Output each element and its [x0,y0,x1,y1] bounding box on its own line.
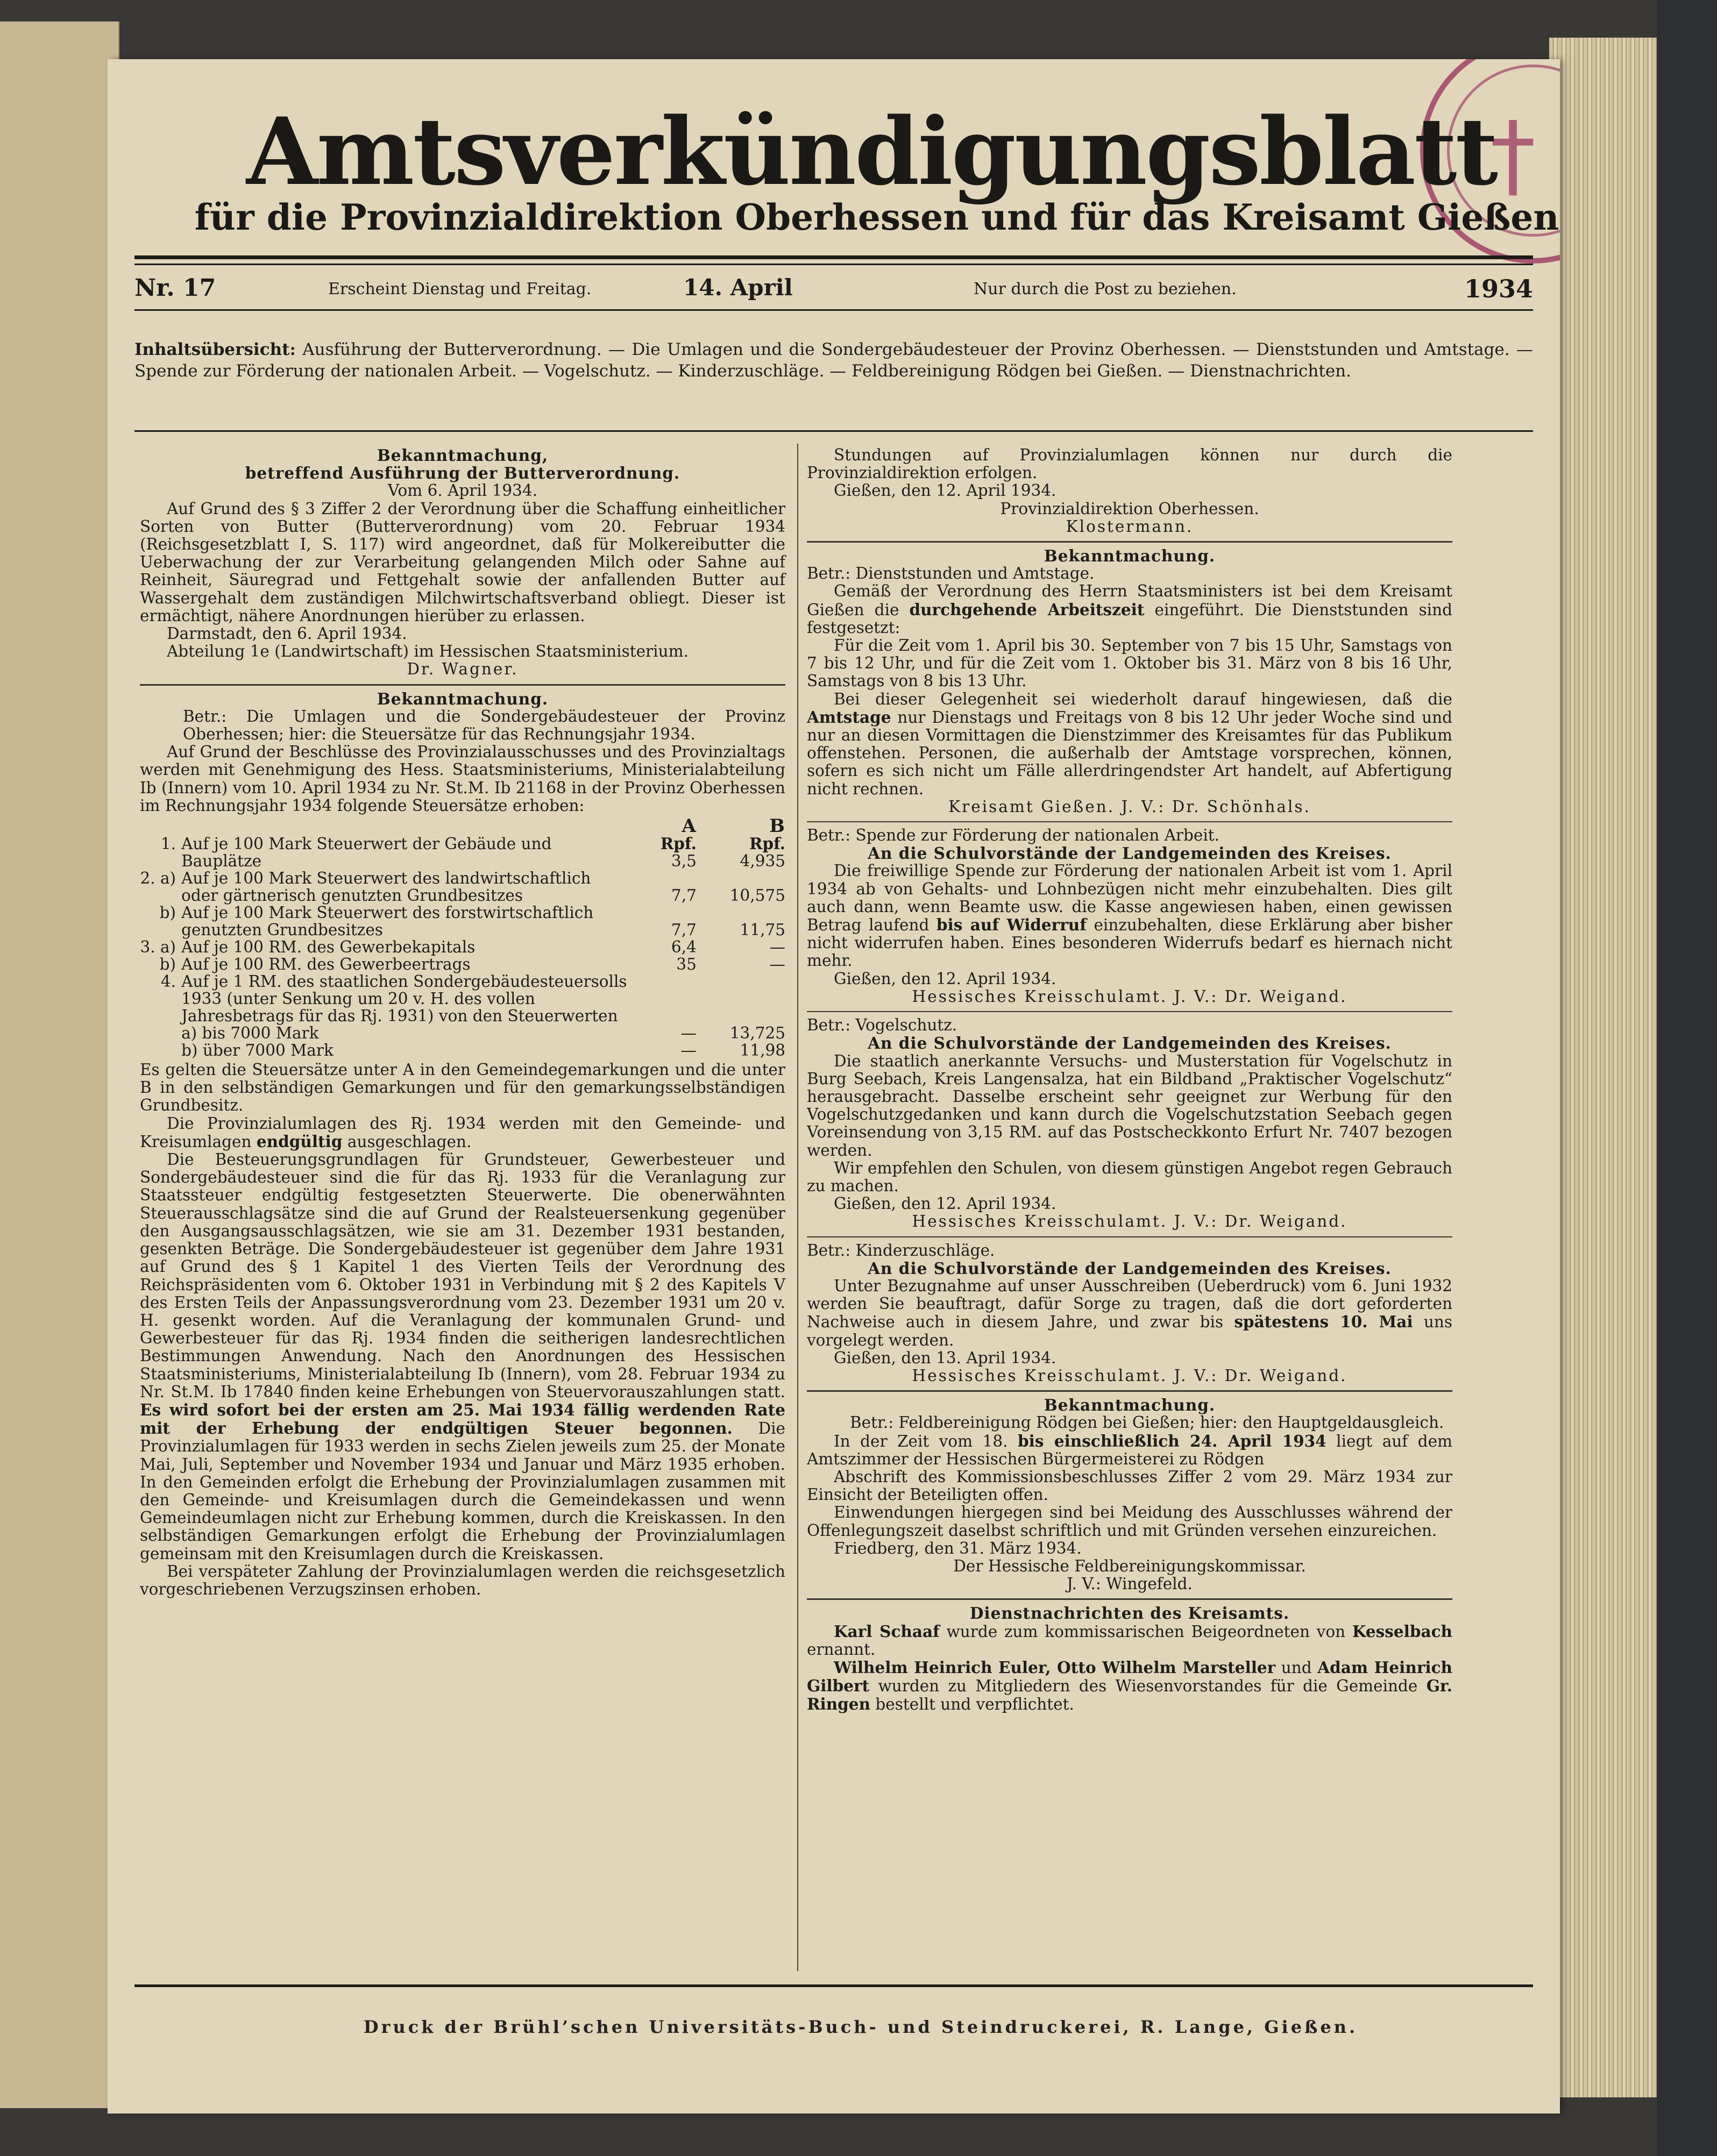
article-butterverordnung [140,446,785,679]
article-kinderzuschlaege [807,1242,1452,1385]
article-addressee: An die Schulvorstände der Landgemeinden des Kreises. [868,1258,1392,1278]
masthead-title: Amtsverkündigungsblatt [246,97,1497,206]
article-separator [807,541,1452,543]
tax-row: 1. Auf je 100 Mark Steuerwert der Gebäude und Bauplätze Rpf. 3,5 Rpf. 4,935 [160,834,785,871]
article-heading: Bekanntmachung. [1044,1396,1216,1415]
article-heading: Bekanntmachung, [377,446,549,465]
article-place: Gießen, den 12. April 1934. [834,481,1056,500]
masthead-rule-top-thin [134,264,1533,265]
article-betreff: Betr.: Dienststunden und Amtstage. [807,564,1095,583]
article-umlagen [140,690,785,1599]
article-paragraph: Die Besteuerungsgrundlagen für Grundsteuer, Gewerbesteuer und Sondergebäudesteuer sind die für das Rj. 1933 für die Veranlagung zur Staatssteuer endgültig festgesetzten Steuerwerte. Die obenerwähnten Steuerausschlagsätze sind die auf Grund der Realsteuersenkung gegenüber den Ausgangsausschlagsätzen, wie sie am 31. Dezember 1931 bestanden, gesenkten Beträge. Die Sondergebäudesteuer ist gegenüber dem Jahre 1931 auf Grund des § 1 Kapitel 1 des Vierten Teils der Verordnung des Reichspräsidenten vom 6. Oktober 1931 in Verbindung mit § 2 des Kapitels V des Ersten Teils der Anpassungsverordnung vom 23. Dezember 1931 um 20 v. H. gesenkt worden. Auf die Veranlagung der kommunalen Grund- und Gewerbesteuer für das Rj. 1934 finden die seitherigen landesrechtlichen Bestimmungen Anwendung. Nach den Anordnungen des Hessischen Staatsministeriums, Ministerialabteilung Ib (Innern), vom 28. Februar 1934 zu Nr. St.M. Ib 17840 finden keine Erhebungen von Steuervorauszahlungen statt. Es wird sofort bei der ersten am 25. Mai 1934 fällig werdenden Rate mit der Erhebung der endgültigen Steuer begonnen. Die Provinzialumlagen für 1933 werden in sechs Zielen jeweils zum 25. der Monate Mai, Juli, September und November 1934 und Januar und März 1935 erhoben. In den Gemeinden erfolgt die Erhebung der Provinzialumlagen zusammen mit den Gemeinde- und Kreisumlagen durch die Gemeindekassen und wenn Gemeindeumlagen nicht zur Erhebung kommen, durch die Kreiskassen. In den selbständigen Gemarkungen erfolgt die Erhebung der Provinzialumlagen gemeinsam mit den Kreisumlagen durch die Kreiskassen. [140,1150,785,1563]
article-authority: Provinzialdirektion Oberhessen. [1000,499,1259,518]
article-separator [807,1598,1452,1600]
footer-rule [134,1984,1533,1987]
article-paragraph: Karl Schaaf wurde zum kommissarischen Beigeordneten von Kesselbach ernannt. [807,1621,1452,1659]
column-b-header: B [769,815,785,837]
article-paragraph: Abschrift des Kommissionsbeschlusses Ziffer 2 vom 29. März 1934 zur Einsicht der Beteiligten offen. [807,1467,1452,1504]
article-paragraph: Wilhelm Heinrich Euler, Otto Wilhelm Marsteller und Adam Heinrich Gilbert wurden zu Mitgliedern des Wiesenvorstandes für die Gemeinde Gr. Ringen bestellt und verpflichtet. [807,1658,1452,1714]
article-paragraph: In der Zeit vom 18. bis einschließlich 24. April 1934 liegt auf dem Amtszimmer der Hessischen Bürgermeisterei zu Rödgen [807,1431,1452,1468]
issue-number: Nr. 17 [134,274,216,302]
article-signature: Kreisamt Gießen. J. V.: Dr. Schönhals. [948,797,1311,816]
article-paragraph: Bei dieser Gelegenheit sei wiederholt darauf hingewiesen, daß die Amtstage nur Dienstags und Freitags von 8 bis 12 Uhr jeder Woche sind und nur an diesen Vormittagen die Dienstzimmer des Kreisamtes für das Publikum offenstehen. Personen, die außerhalb der Amtstage vorsprechen, können, sofern es sich nicht um Fälle allerdringendster Art handelt, auf Abfertigung nicht rechnen. [807,689,1452,798]
tax-row: b) Auf je 100 RM. des Gewerbeertrags 35 — [159,955,785,974]
article-paragraph: Bei verspäteter Zahlung der Provinzialumlagen werden die reichsgesetzlich vorgeschriebenen Verzugszinsen erhoben. [140,1562,785,1598]
article-separator [807,1236,1452,1237]
page-stack-edges [1549,38,1657,2097]
toc-label: Inhaltsübersicht: [134,340,296,359]
article-dienststunden [807,547,1452,816]
tax-row: 4. Auf je 1 RM. des staatlichen Sondergebäudesteuersolls 1933 (unter Senkung um 20 v. H. des vollen Jahresbetrags für das Rj. 1931) von den Steuerwerten [160,972,627,1026]
article-betreff: Betr.: Die Umlagen und die Sondergebäudesteuer der Provinz Oberhessen; hier: die Steuersätze für das Rechnungsjahr 1934. [183,707,785,744]
binding-spine [1657,0,1717,2156]
article-signature: Hessisches Kreisschulamt. J. V.: Dr. Weigand. [912,1366,1347,1385]
masthead-rule-top [134,255,1533,259]
article-place: Gießen, den 12. April 1934. [834,1194,1056,1213]
article-paragraph: Wir empfehlen den Schulen, von diesem günstigen Angebot regen Gebrauch zu machen. [807,1158,1452,1195]
issue-info-bar [134,274,1533,307]
article-dienstnachrichten [807,1604,1452,1713]
article-separator [807,821,1452,822]
article-signature: Klostermann. [1066,517,1194,536]
delivery-note: Nur durch die Post zu beziehen. [974,280,1237,298]
article-place: Gießen, den 12. April 1934. [834,969,1056,988]
tax-row: b) Auf je 100 Mark Steuerwert des forstwirtschaftlich genutzten Grundbesitzes 7,7 11,75 [159,903,785,940]
tax-row: 2. a) Auf je 100 Mark Steuerwert des landwirtschaftlich oder gärtnerisch genutzten Grundbesitzes 7,7 10,575 [140,869,785,905]
article-paragraph: Stundungen auf Provinzialumlagen können nur durch die Provinzialdirektion erfolgen. [807,446,1452,482]
article-signature: Hessisches Kreisschulamt. J. V.: Dr. Weigand. [912,1212,1347,1231]
article-separator [807,1390,1452,1392]
article-subheading: betreffend Ausführung der Butterverordnung. [245,464,680,483]
article-addressee: An die Schulvorstände der Landgemeinden des Kreises. [868,844,1392,863]
article-authority: Abteilung 1e (Landwirtschaft) im Hessischen Staatsministerium. [167,642,689,661]
article-feldbereinigung [807,1396,1452,1593]
article-separator [807,1011,1452,1012]
issue-date: 14. April [683,274,793,301]
right-column [807,446,1452,1714]
stamp-emblem-icon: † [1490,102,1536,209]
column-divider [797,444,798,1971]
tax-row: a) bis 7000 Mark — 13,725 [181,1024,785,1043]
article-paragraph: Die staatlich anerkannte Versuchs- und Musterstation für Vogelschutz in Burg Seebach, Kreis Langensalza, hat ein Bildband „Praktischer Vogelschutz“ herausgebracht. Dasselbe erscheint sehr geeignet zur Werbung für den Vogelschutzgedanken und kann durch die Vogelschutzstation Seebach gegen Voreinsendung von 3,15 RM. auf das Postscheckkonto Erfurt Nr. 7407 bezogen werden. [807,1051,1452,1159]
article-paragraph: Die freiwillige Spende zur Förderung der nationalen Arbeit ist vom 1. April 1934 ab von Gehalts- und Lohnbezügen nicht mehr einzubehalten. Dies gilt auch dann, wenn Beamte usw. die Kasse angewiesen haben, einen gewissen Betrag laufend bis auf Widerruf einzubehalten, diese Erklärung aber bisher nicht widerrufen haben. Eines besonderen Widerrufs bedarf es hiernach nicht mehr. [807,862,1452,970]
article-betreff: Betr.: Feldbereinigung Rödgen bei Gießen; hier: den Hauptgeldausgleich. [850,1413,1444,1432]
article-heading: Bekanntmachung. [377,689,549,708]
printer-imprint: Druck der Brühl’schen Universitäts-Buch- und Steindruckerei, R. Lange, Gießen. [363,2017,1358,2037]
article-paragraph: Es gelten die Steuersätze unter A in den Gemeindegemarkungen und die unter B in den selbständigen Gemarkungen und für den gemarkungsselbständigen Grundbesitz. [140,1061,785,1115]
article-spende [807,827,1452,1006]
masthead-subtitle: für die Provinzialdirektion Oberhessen und für das Kreisamt Gießen [194,196,1559,238]
tax-row: b) über 7000 Mark — 11,98 [181,1041,785,1060]
article-betreff: Betr.: Kinderzuschläge. [807,1241,995,1260]
article-heading: Bekanntmachung. [1044,546,1216,566]
article-umlagen-continued [807,446,1452,536]
article-betreff: Betr.: Spende zur Förderung der nationalen Arbeit. [807,826,1219,845]
toc-rule [134,430,1533,432]
article-body: Auf Grund des § 3 Ziffer 2 der Verordnung über die Schaffung einheitlicher Sorten von Butter (Butterverordnung) vom 20. Februar 1934 (Reichsgesetzblatt I, S. 117) wird angeordnet, daß für Molkereibutter die Ueberwachung der zur Verarbeitung gelangenden Milch oder Sahne auf Reinheit, Säuregrad und Fettgehalt sowie der anfallenden Butter auf Wassergehalt dem zuständigen Milchwirtschaftsverband obliegt. Dieser ist ermächtigt, nähere Anordnungen hierüber zu erlassen. [140,499,785,625]
article-paragraph: Die Provinzialumlagen des Rj. 1934 werden mit den Gemeinde- und Kreisumlagen endgültig ausgeschlagen. [140,1114,785,1151]
tax-table-header [140,817,785,835]
article-paragraph: Gemäß der Verordnung des Herrn Staatsministers ist bei dem Kreisamt Gießen die durchgehende Arbeitszeit eingeführt. Die Dienststunden sind festgesetzt: [807,582,1452,637]
article-place: Darmstadt, den 6. April 1934. [167,624,407,643]
article-signature: J. V.: Wingefeld. [1067,1575,1193,1593]
newspaper-page [108,59,1560,2114]
article-intro: Auf Grund der Beschlüsse des Provinzialausschusses und des Provinzialtags werden mit Genehmigung des Hess. Staatsministeriums, Ministerialabteilung Ib (Innern) vom 10. April 1934 zu Nr. St.M. Ib 21168 in der Provinz Oberhessen im Rechnungsjahr 1934 folgende Steuersätze erhoben: [140,743,785,815]
article-authority: Der Hessische Feldbereinigungskommissar. [953,1556,1306,1575]
unit-b: Rpf. [749,834,785,853]
tax-row: 3. a) Auf je 100 RM. des Gewerbekapitals 6,4 — [140,938,785,957]
infobar-rule [134,309,1533,311]
toc-text: Ausführung der Butterverordnung. — Die Umlagen und die Sondergebäudesteuer der Provinz Oberhessen. — Dienststunden und Amtstage. — Spende zur Förderung der nationalen Arbeit. — Vogelschutz. — Kinderzuschläge. — Feldbereinigung Rödgen bei Gießen. — Dienstnachrichten. [134,340,1533,381]
article-paragraph: Unter Bezugnahme auf unser Ausschreiben (Ueberdruck) vom 6. Juni 1932 werden Sie beauftragt, dafür Sorge zu tragen, daß die dort geforderten Nachweise auch in diesem Jahre, und zwar bis spätestens 10. Mai uns vorgelegt werden. [807,1276,1452,1349]
article-separator [140,684,785,686]
publication-days: Erscheint Dienstag und Freitag. [328,280,592,298]
issue-year: 1934 [1464,274,1533,303]
article-addressee: An die Schulvorstände der Landgemeinden des Kreises. [868,1034,1392,1053]
article-signature: Hessisches Kreisschulamt. J. V.: Dr. Weigand. [912,987,1347,1006]
article-vogelschutz [807,1016,1452,1230]
article-heading: Dienstnachrichten des Kreisamts. [969,1604,1290,1623]
unit-a: Rpf. [660,834,697,853]
previous-page-edge [0,22,119,2108]
left-column [140,446,785,1598]
article-paragraph: Einwendungen hiergegen sind bei Meidung des Ausschlusses während der Offenlegungszeit daselbst schriftlich und mit Gründen versehen einzureichen. [807,1503,1452,1540]
article-signature: Dr. Wagner. [407,660,519,679]
article-dated: Vom 6. April 1934. [387,481,538,500]
article-paragraph: Für die Zeit vom 1. April bis 30. September von 7 bis 15 Uhr, Samstags von 7 bis 12 Uhr, und für die Zeit vom 1. Oktober bis 31. März von 8 bis 16 Uhr, Samstags von 8 bis 13 Uhr. [807,636,1452,691]
table-of-contents [134,339,1533,382]
tax-rate-table [140,817,785,1059]
article-place: Friedberg, den 31. März 1934. [834,1539,1082,1557]
article-betreff: Betr.: Vogelschutz. [807,1016,957,1035]
article-place: Gießen, den 13. April 1934. [834,1348,1056,1367]
column-a-header: A [682,815,696,837]
